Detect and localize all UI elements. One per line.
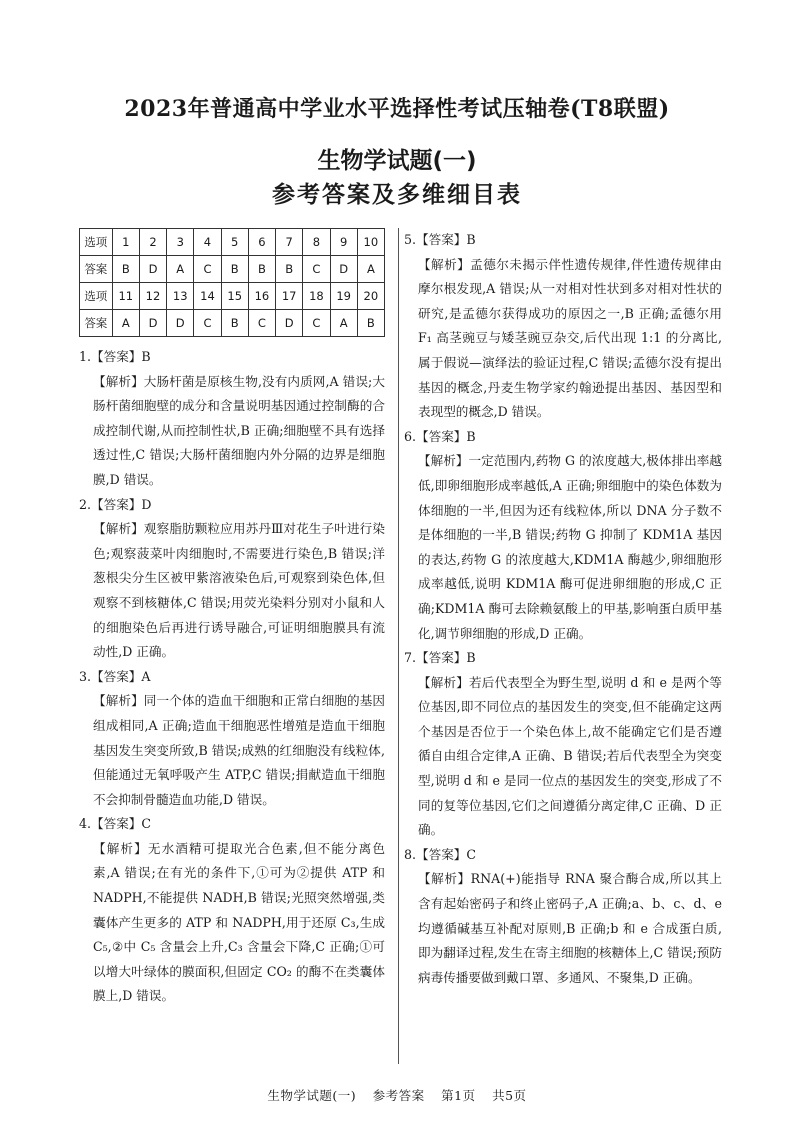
answer-table-cell: C [248, 310, 275, 337]
answer-table-cell: 18 [303, 283, 330, 310]
question-explanation: 【解析】无水酒精可提取光合色素,但不能分离色素,A 错误;在有光的条件下,①可为②提供 ATP 和 NADPH,不能提供 NADH,B 错误;光照突然增强,类囊体产生更多的 ATP 和 NADPH,用于还原 C₃,生成 C₅,②中 C₅ 含量会上升,C₃ 含量会下降,C 正确;①可以增大叶绿体的膜面积,但固定 CO₂ 的酶不在类囊体膜上,D 错误。 [93, 840, 385, 1004]
answer-table-cell: 7 [276, 229, 303, 256]
answer-table-cell: C [194, 310, 221, 337]
right-column [404, 228, 722, 990]
answer-table-row [80, 256, 385, 283]
answer-table-row-label: 选项 [80, 283, 113, 310]
question-item [79, 345, 385, 493]
answer-table-cell: 6 [248, 229, 275, 256]
answer-table-row [80, 229, 385, 256]
answer-table-cell: C [303, 310, 330, 337]
answer-table-cell: B [357, 310, 384, 337]
question-explanation: 【解析】观察脂肪颗粒应用苏丹Ⅲ对花生子叶进行染色;观察菠菜叶肉细胞时,不需要进行染色,B 错误;洋葱根尖分生区被甲紫溶液染色后,可观察到染色体,但观察不到核糖体,C 错误;用荧光染料分别对小鼠和人的细胞染色后再进行诱导融合,可证明细胞膜具有流动性,D 正确。 [93, 521, 385, 660]
answer-table-cell: 1 [112, 229, 139, 256]
answer-table-cell: D [330, 256, 357, 283]
question-item [404, 843, 722, 991]
answer-table-cell: 4 [194, 229, 221, 256]
question-answer: 3.【答案】A [79, 668, 151, 684]
answer-table-cell: 11 [112, 283, 139, 310]
left-column [79, 228, 385, 1009]
question-answer: 7.【答案】B [404, 650, 476, 666]
answer-table-cell: B [112, 256, 139, 283]
question-explanation: 【解析】同一个体的造血干细胞和正常白细胞的基因组成相同,A 正确;造血干细胞恶性增殖是造血干细胞基因发生突变所致,B 错误;成熟的红细胞没有线粒体,但能通过无氧呼吸产生 ATP,C 错误;捐献造血干细胞不会抑制骨髓造血功能,D 错误。 [93, 693, 385, 807]
answer-table-cell: 16 [248, 283, 275, 310]
question-item [404, 425, 722, 646]
question-explanation: 【解析】若后代表型全为野生型,说明 d 和 e 是两个等位基因,即不同位点的基因发生的突变,但不能确定这两个基因是否位于一个染色体上,故不能确定它们是否遵循自由组合定律,A 正确、B 错误;若后代表型全为突变型,说明 d 和 e 是同一位点的基因发生的突变,形成了不同的复等位基因,它们之间遵循分离定律,C 正确、D 正确。 [418, 674, 723, 838]
question-explanation: 【解析】大肠杆菌是原核生物,没有内质网,A 错误;大肠杆菌细胞壁的成分和含量说明基因通过控制酶的合成控制代谢,从而控制性状,B 正确;细胞壁不具有选择透过性,C 错误;大肠杆菌细胞内外分隔的边界是细胞膜,D 错误。 [93, 373, 385, 487]
question-answer: 6.【答案】B [404, 428, 476, 444]
page-title: 2023年普通高中学业水平选择性考试压轴卷(T8联盟) [124, 96, 670, 122]
column-divider [398, 228, 399, 1064]
footer-subject: 生物学试题(一) [267, 1088, 357, 1103]
question-explanation: 【解析】RNA(+)能指导 RNA 聚合酶合成,所以其上含有起始密码子和终止密码子,A 正确;a、b、c、d、e 均遵循碱基互补配对原则,B 正确;b 和 e 合成蛋白质,即为翻译过程,发生在寄主细胞的核糖体上,C 错误;预防病毒传播要做到戴口罩、多通风、不聚集,D 正确。 [418, 871, 722, 985]
footer-total: 共5页 [492, 1088, 527, 1103]
answer-table-cell: A [330, 310, 357, 337]
page-subtitle: 生物学试题(一) [317, 148, 477, 174]
question-answer: 1.【答案】B [79, 349, 151, 364]
question-answer: 5.【答案】B [404, 232, 476, 247]
answer-table-cell: B [221, 310, 248, 337]
answer-table-cell: B [221, 256, 248, 283]
question-item [79, 493, 385, 665]
answer-table-cell: 14 [194, 283, 221, 310]
answer-table-row-label: 答案 [80, 256, 113, 283]
answer-table-cell: 9 [330, 229, 357, 256]
answer-table-row [80, 310, 385, 337]
question-item [404, 228, 722, 425]
answer-table [79, 228, 385, 337]
answer-table-cell: 10 [357, 229, 384, 256]
answer-table-row [80, 283, 385, 310]
answer-table-cell: 2 [139, 229, 166, 256]
answer-table-cell: D [139, 256, 166, 283]
answer-table-cell: 15 [221, 283, 248, 310]
question-item [79, 812, 385, 1009]
answer-table-cell: 17 [276, 283, 303, 310]
answer-table-row-label: 选项 [80, 229, 113, 256]
question-item [404, 646, 722, 843]
answer-table-cell: C [194, 256, 221, 283]
answer-table-cell: 5 [221, 229, 248, 256]
question-answer: 8.【答案】C [404, 846, 477, 862]
answer-table-row-label: 答案 [80, 310, 113, 337]
answer-table-cell: 19 [330, 283, 357, 310]
question-item [79, 665, 385, 813]
question-explanation: 【解析】一定范围内,药物 G 的浓度越大,极体排出率越低,即卵细胞形成率越低,A 正确;卵细胞中的染色体数为体细胞的一半,但因为还有线粒体,所以 DNA 分子数不是体细胞的一半,B 错误;药物 G 抑制了 KDM1A 基因的表达,药物 G 的浓度越大,KDM1A 酶越少,卵细胞形成率越低,说明 KDM1A 酶可促进卵细胞的形成,C 正确;KDM1A 酶可去除赖氨酸上的甲基,影响蛋白质甲基化,调节卵细胞的形成,D 正确。 [418, 453, 722, 641]
answer-table-cell: 12 [139, 283, 166, 310]
answer-table-cell: 20 [357, 283, 384, 310]
answer-table-cell: 13 [167, 283, 194, 310]
question-explanation: 【解析】孟德尔未揭示伴性遗传规律,伴性遗传规律由摩尔根发现,A 错误;从一对相对性状到多对相对性状的研究,是孟德尔获得成功的原因之一,B 正确;孟德尔用 F₁ 高茎豌豆与矮茎豌豆杂交,后代出现 1:1 的分离比,属于假说—演绎法的验证过程,C 错误;孟德尔没有提出基因的概念,丹麦生物学家约翰逊提出基因、基因型和表现型的概念,D 错误。 [418, 256, 722, 420]
footer-page: 第1页 [441, 1088, 476, 1103]
answer-table-cell: B [276, 256, 303, 283]
answer-table-cell: 3 [167, 229, 194, 256]
footer-label: 参考答案 [372, 1088, 425, 1103]
question-answer: 2.【答案】D [79, 496, 152, 512]
question-answer: 4.【答案】C [79, 816, 152, 832]
answer-table-cell: D [167, 310, 194, 337]
answer-table-cell: D [139, 310, 166, 337]
answer-table-cell: A [167, 256, 194, 283]
answer-table-cell: A [112, 310, 139, 337]
page-footer [0, 1086, 794, 1104]
answer-table-cell: B [248, 256, 275, 283]
answer-table-cell: 8 [303, 229, 330, 256]
page-subtitle-2: 参考答案及多维细目表 [272, 182, 522, 208]
answer-table-cell: D [276, 310, 303, 337]
answer-table-cell: A [357, 256, 384, 283]
answer-table-cell: C [303, 256, 330, 283]
